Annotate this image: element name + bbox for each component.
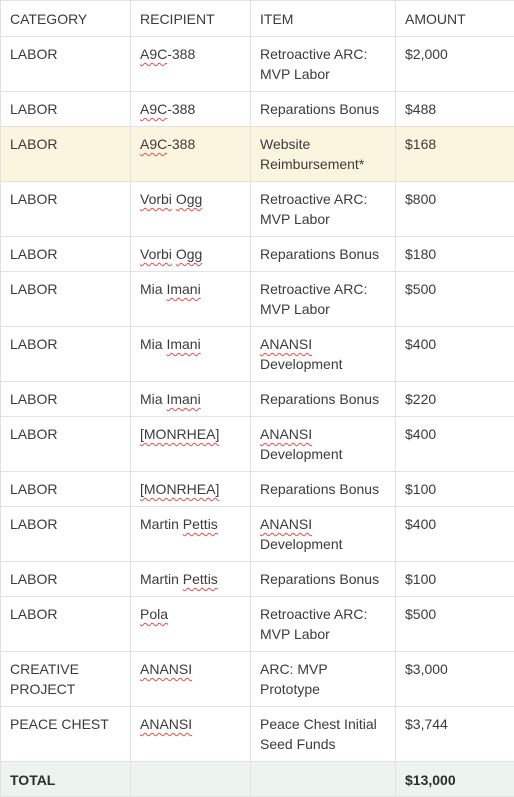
amount-cell[interactable]: $168 — [396, 127, 514, 182]
item-line: Retroactive ARC: — [260, 606, 367, 622]
table-row — [1, 472, 514, 507]
category-line: PROJECT — [10, 681, 75, 697]
table-row — [1, 272, 514, 327]
category-cell[interactable]: LABOR — [1, 92, 131, 127]
amount-cell[interactable]: $3,000 — [396, 652, 514, 707]
recipient-cell[interactable] — [131, 272, 251, 327]
recipient-cell[interactable] — [131, 597, 251, 652]
recipient-name-part: Mia — [140, 336, 166, 352]
table-row — [1, 327, 514, 382]
recipient-name-part: -388 — [167, 101, 195, 117]
recipient-name-misspelled: A9C — [140, 136, 167, 152]
item-cell[interactable] — [251, 92, 396, 127]
recipient-cell[interactable] — [131, 417, 251, 472]
amount-cell[interactable]: $400 — [396, 417, 514, 472]
total-row — [1, 762, 514, 797]
amount-cell[interactable]: $400 — [396, 327, 514, 382]
recipient-cell[interactable] — [131, 37, 251, 92]
table-row — [1, 652, 514, 707]
category-cell[interactable]: LABOR — [1, 382, 131, 417]
item-line: Website — [260, 136, 310, 152]
table-row — [1, 237, 514, 272]
recipient-name-misspelled: [MONRHEA] — [140, 426, 219, 442]
category-cell[interactable]: LABOR — [1, 562, 131, 597]
item-line: Reparations Bonus — [260, 571, 379, 587]
recipient-cell[interactable] — [131, 652, 251, 707]
table-row — [1, 562, 514, 597]
category-cell[interactable]: LABOR — [1, 327, 131, 382]
recipient-name-misspelled: Ogg — [176, 191, 202, 207]
total-item-cell[interactable] — [251, 762, 396, 797]
recipient-name-misspelled: Imani — [166, 391, 200, 407]
amount-cell[interactable]: $220 — [396, 382, 514, 417]
item-line: Retroactive ARC: — [260, 281, 367, 297]
item-line: MVP Labor — [260, 301, 330, 317]
category-cell[interactable]: LABOR — [1, 507, 131, 562]
recipient-name-misspelled: Ogg — [176, 246, 202, 262]
item-line: MVP Labor — [260, 211, 330, 227]
recipient-cell[interactable] — [131, 182, 251, 237]
table-header — [1, 1, 514, 37]
item-cell[interactable] — [251, 707, 396, 762]
recipient-cell[interactable] — [131, 507, 251, 562]
recipient-name-part: -388 — [167, 136, 195, 152]
category-cell[interactable]: LABOR — [1, 597, 131, 652]
item-line: Reparations Bonus — [260, 246, 379, 262]
recipient-name-part: -388 — [167, 46, 195, 62]
item-line: ANANSI — [260, 336, 312, 352]
recipient-name-misspelled: Imani — [166, 336, 200, 352]
item-line: MVP Labor — [260, 626, 330, 642]
item-line: Reparations Bonus — [260, 391, 379, 407]
recipient-cell[interactable] — [131, 562, 251, 597]
column-header-recipient[interactable]: RECIPIENT — [131, 1, 251, 37]
table-row — [1, 92, 514, 127]
category-cell[interactable]: LABOR — [1, 127, 131, 182]
recipient-name-misspelled: Vorbi — [140, 246, 172, 262]
item-line: Reparations Bonus — [260, 481, 379, 497]
category-cell[interactable]: LABOR — [1, 182, 131, 237]
item-cell[interactable] — [251, 327, 396, 382]
table-row — [1, 37, 514, 92]
recipient-cell[interactable] — [131, 472, 251, 507]
amount-cell[interactable]: $800 — [396, 182, 514, 237]
recipient-name-misspelled: Vorbi — [140, 191, 172, 207]
recipient-name-part: Mia — [140, 391, 166, 407]
amount-cell[interactable]: $500 — [396, 272, 514, 327]
amount-cell[interactable]: $180 — [396, 237, 514, 272]
item-cell[interactable] — [251, 562, 396, 597]
table-row — [1, 417, 514, 472]
column-header-category[interactable]: CATEGORY — [1, 1, 131, 37]
recipient-name-misspelled: ANANSI — [140, 716, 192, 732]
table-row — [1, 182, 514, 237]
item-line: Peace Chest Initial — [260, 716, 377, 732]
recipient-name-misspelled: [MONRHEA] — [140, 481, 219, 497]
category-cell[interactable]: LABOR — [1, 417, 131, 472]
table-footer — [1, 762, 514, 797]
category-cell[interactable]: LABOR — [1, 472, 131, 507]
category-cell[interactable]: PEACE CHEST — [1, 707, 131, 762]
recipient-name-misspelled: Pettis — [183, 516, 218, 532]
item-line: ANANSI — [260, 516, 312, 532]
amount-cell[interactable]: $3,744 — [396, 707, 514, 762]
item-line: MVP Labor — [260, 66, 330, 82]
item-line: Seed Funds — [260, 736, 336, 752]
category-cell[interactable] — [1, 652, 131, 707]
amount-cell[interactable]: $500 — [396, 597, 514, 652]
amount-cell[interactable]: $2,000 — [396, 37, 514, 92]
table-row — [1, 127, 514, 182]
table-row — [1, 382, 514, 417]
recipient-name-misspelled: A9C — [140, 101, 167, 117]
item-cell[interactable] — [251, 237, 396, 272]
item-line: ANANSI — [260, 426, 312, 442]
category-cell[interactable]: LABOR — [1, 272, 131, 327]
category-cell[interactable]: LABOR — [1, 237, 131, 272]
item-line: Development — [260, 356, 343, 372]
table-body — [1, 37, 514, 762]
column-header-item[interactable]: ITEM — [251, 1, 396, 37]
recipient-name-misspelled: A9C — [140, 46, 167, 62]
amount-cell[interactable]: $100 — [396, 562, 514, 597]
item-cell[interactable] — [251, 597, 396, 652]
item-cell[interactable] — [251, 417, 396, 472]
table-row — [1, 597, 514, 652]
recipient-name-misspelled: Imani — [166, 281, 200, 297]
amount-cell[interactable]: $400 — [396, 507, 514, 562]
item-line: Retroactive ARC: — [260, 191, 367, 207]
total-recipient-cell[interactable] — [131, 762, 251, 797]
recipient-name-part: Martin — [140, 516, 183, 532]
amount-cell[interactable]: $488 — [396, 92, 514, 127]
item-line: Prototype — [260, 681, 320, 697]
item-line: Development — [260, 536, 343, 552]
item-cell[interactable] — [251, 472, 396, 507]
item-line: Retroactive ARC: — [260, 46, 367, 62]
header-row — [1, 1, 514, 37]
item-cell[interactable] — [251, 182, 396, 237]
recipient-cell[interactable] — [131, 327, 251, 382]
total-amount[interactable]: $13,000 — [396, 762, 514, 797]
recipient-cell[interactable] — [131, 237, 251, 272]
item-cell[interactable] — [251, 652, 396, 707]
recipient-cell[interactable] — [131, 92, 251, 127]
recipient-cell[interactable] — [131, 707, 251, 762]
amount-cell[interactable]: $100 — [396, 472, 514, 507]
column-header-amount[interactable]: AMOUNT — [396, 1, 514, 37]
recipient-name-part: Martin — [140, 571, 183, 587]
item-cell[interactable] — [251, 127, 396, 182]
table-row — [1, 707, 514, 762]
recipient-name-misspelled: Pettis — [183, 571, 218, 587]
item-line: Development — [260, 446, 343, 462]
item-cell[interactable] — [251, 37, 396, 92]
item-cell[interactable] — [251, 382, 396, 417]
category-cell[interactable]: LABOR — [1, 37, 131, 92]
table-row — [1, 507, 514, 562]
item-line: ARC: MVP — [260, 661, 328, 677]
recipient-name-part: Mia — [140, 281, 166, 297]
item-line: Reparations Bonus — [260, 101, 379, 117]
recipient-name-misspelled: ANANSI — [140, 661, 192, 677]
recipient-cell[interactable] — [131, 127, 251, 182]
recipient-name-misspelled: Pola — [140, 606, 168, 622]
item-cell[interactable] — [251, 272, 396, 327]
recipient-cell[interactable] — [131, 382, 251, 417]
item-line: Reimbursement* — [260, 156, 364, 172]
item-cell[interactable] — [251, 507, 396, 562]
category-line: CREATIVE — [10, 661, 79, 677]
total-label[interactable]: TOTAL — [1, 762, 131, 797]
